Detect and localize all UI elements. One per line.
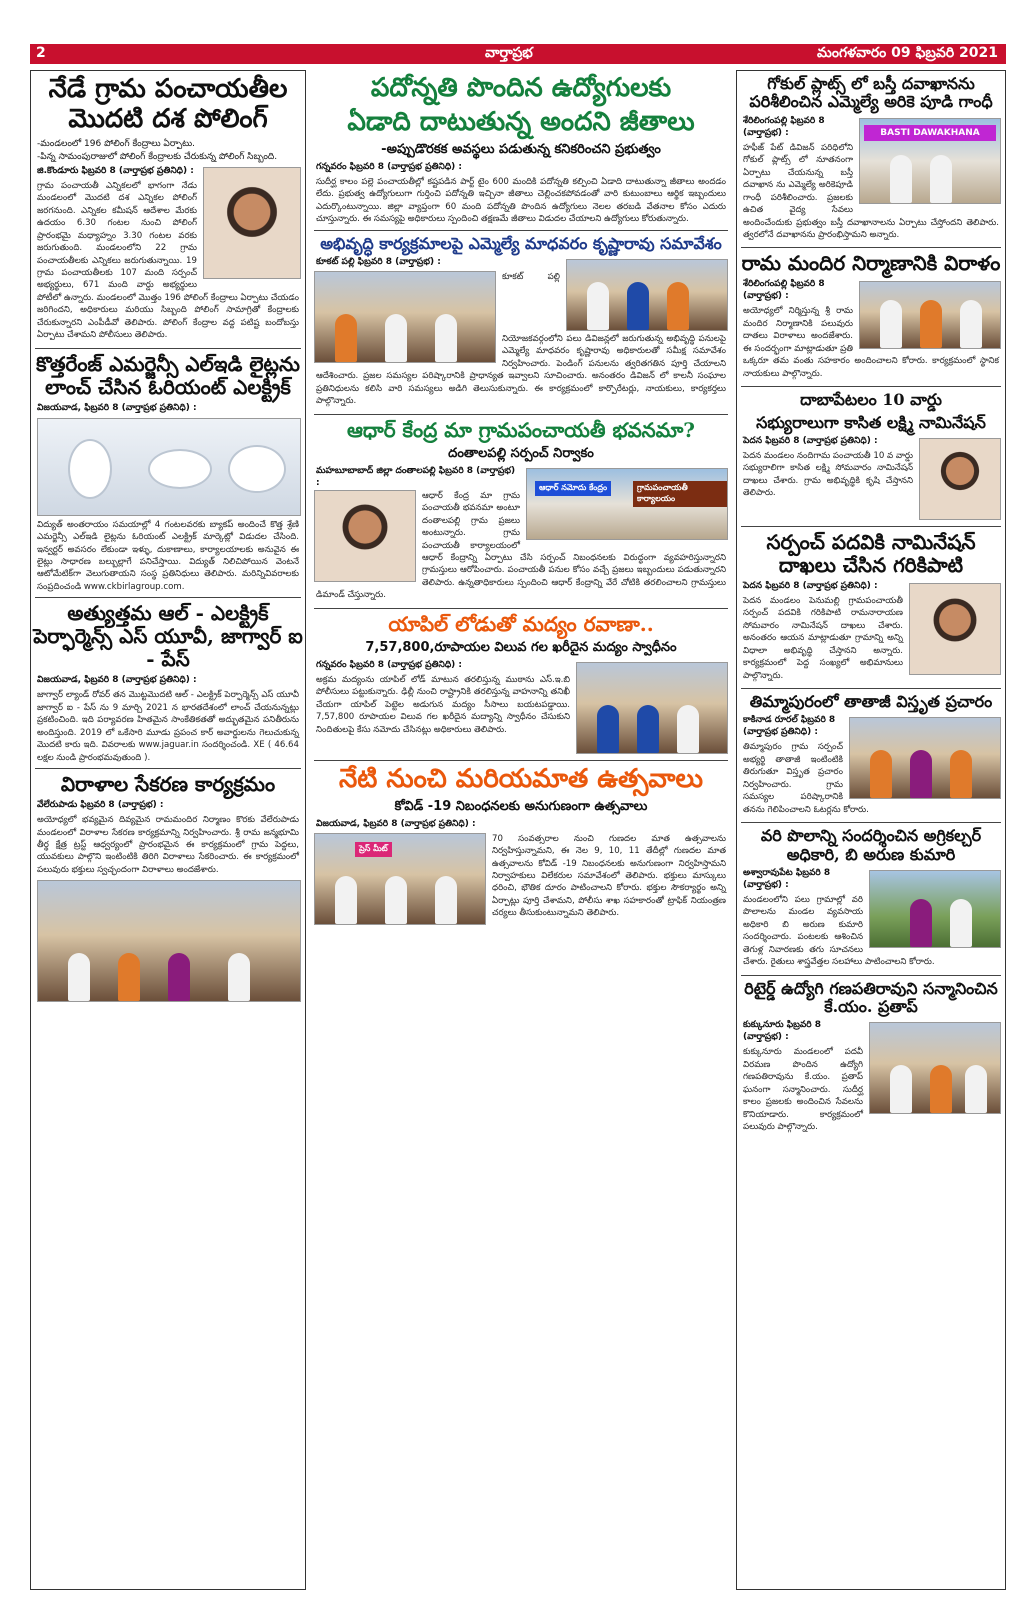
headline: యాపిల్ లోడుతో మద్యం రవాణా.. bbox=[388, 611, 654, 636]
headline: ఆధార్ కేంద్ర మా గ్రామపంచాయతీ భవనమా? bbox=[346, 417, 696, 442]
issue-date: మంగళవారం 09 ఫిబ్రవరి 2021 bbox=[817, 45, 998, 61]
person-figure bbox=[587, 282, 609, 330]
dateline: అశ్వారావుపేట ఫిబ్రవరి 8 (వార్తాప్రభ) : bbox=[743, 867, 831, 890]
person-figure bbox=[910, 899, 932, 947]
article-aadhaar bbox=[310, 419, 732, 604]
article-body: జాగ్వార్ ల్యాండ్ రోవర్ తన మొట్టమొదటి ఆల్ - ఎలక్ట్రిక్ పెర్ఫార్మెన్స్ ఎస్ యూవీ జాగ్వార్ ఐ - పేస్ ను 9 మార్చి 2021 న భారతదేశంలో లాంచ్ చేయనున్నట్లు ప్రకటించింది. ఇది పర్యావరణ హితమైన సాంకేతికతతో అద్భుతమైన పనితీరును అందిస్తుంది. 2019 లో ఒకేసారి మూడు ప్రపంచ కార్ అవార్డులను గెలుచుకున్న మొదటి కారు ఇది. వివరాలకు www.jaguar.in సందర్శించండి. XE ( 46.64 లక్షల నుండి ప్రారంభమవుతుంది ). bbox=[37, 690, 299, 763]
person-figure bbox=[118, 953, 140, 1001]
article-campaign bbox=[737, 693, 1005, 818]
dateline: విజయవాడ, ఫిబ్రవరి 8 (వార్తాప్రభ ప్రతినిధి) : bbox=[316, 818, 476, 829]
dateline: కూకట్ పల్లి ఫిబ్రవరి 8 (వార్తాప్రభ) : bbox=[316, 256, 441, 267]
person-figure bbox=[335, 876, 357, 924]
led-lights-photo bbox=[37, 418, 301, 516]
subheadline: -అప్పుడొరకక అవస్థలు పడుతున్న కనికరించని ప్రభుత్వం bbox=[381, 141, 661, 157]
bullet: -మండలంలో 196 పోలింగ్ కేంద్రాలు ఏర్పాటు. bbox=[37, 138, 196, 149]
campaign-photo bbox=[849, 717, 1001, 799]
headline: అత్యుత్తమ ఆల్ - ఎలక్ట్రిక్ పెర్ఫార్మెన్స్ ఎస్ యూవీ, జాగ్వార్ ఐ - పేస్ bbox=[33, 601, 303, 672]
article-basti-dawakhana bbox=[737, 75, 1005, 243]
headline: సభ్యురాలుగా కాసిత లక్ష్మి నామినేషన్ bbox=[756, 412, 986, 432]
headline: గోకుల్ ప్లాట్స్ లో బస్తీ దవాఖానను పరిశీలించిన ఎమ్మెల్యే అరికె పూడి గాంధీ bbox=[749, 74, 993, 112]
seizure-photo bbox=[576, 662, 728, 754]
headline: నేటి నుంచి మరియమాత ఉత్సవాలు bbox=[339, 763, 703, 794]
headline: కొత్తరేంజ్ ఎమర్జెన్సీ ఎల్ఇడి లైట్లను లాంచ్ చేసిన ఓరియంట్ ఎలక్ట్రిక్ bbox=[36, 351, 300, 399]
person-figure bbox=[435, 876, 457, 924]
sarpanch-photo bbox=[314, 490, 416, 582]
person-figure bbox=[910, 750, 932, 798]
person-figure bbox=[920, 300, 942, 348]
person-figure bbox=[597, 705, 619, 753]
clinic-photo bbox=[859, 118, 1001, 204]
dateline: కాకినాడ రూరల్ ఫిబ్రవరి 8 (వార్తాప్రభ ప్రతినిధి) : bbox=[743, 715, 836, 738]
person-figure bbox=[677, 705, 699, 753]
headline: పదోన్నతి పొందిన ఉద్యోగులకు bbox=[370, 73, 672, 103]
person-figure bbox=[667, 282, 689, 330]
middle-column bbox=[310, 70, 732, 1590]
article-salaries bbox=[310, 74, 732, 226]
article-donations bbox=[31, 773, 305, 1002]
dateline: విజయవాడ, ఫిబ్రవరి 8 (వార్తాప్రభ ప్రతినిధి) : bbox=[37, 675, 197, 686]
person-figure bbox=[950, 750, 972, 798]
person-figure bbox=[637, 705, 659, 753]
article-body: అక్రమ మద్యంను యాపిల్ లోడ్ మాటున తరలిస్తున్న ముఠాను ఎస్.ఇ.బి పోలీసులు పట్టుకున్నారు. ఢిల్లీ నుంచి రాష్ట్రానికి తరలిస్తున్న వాహనాన్ని తనిఖీ చేయగా యాపిల్ పెట్టెల అడుగున మద్యం సీసాలు బయటపడ్డాయి. 7,57,800 రూపాయల విలువ గల ఖరీదైన మద్యాన్ని స్వాధీనం చేసుకుని నిందితులపై కేసు నమోదు చేసినట్లు అధికారులు తెలిపారు. bbox=[316, 674, 570, 735]
person-figure bbox=[890, 155, 912, 203]
article-body: అయోధ్యలో భవ్యమైన దివ్యమైన రామమందిర నిర్మాణం కొరకు వేలేరుపాడు మండలంలో విరాళాల సేకరణ కార్యక్రమాన్ని నిర్వహించారు. శ్రీ రామ జన్మభూమి తీర్థ క్షేత్ర ట్రస్ట్ ఆధ్వర్యంలో ప్రారంభమైన ఈ కార్యక్రమంలో గ్రామ పెద్దలు, యువకులు పాల్గొని ఇంటింటికి తిరిగి విరాళాలు సేకరించారు. ఈ కార్యక్రమంలో పలువురు భక్తులు స్వచ్ఛందంగా విరాళాలు అందజేశారు. bbox=[37, 815, 299, 875]
meeting-photo bbox=[566, 259, 728, 331]
article-body: అయోధ్యలో నిర్మిస్తున్న శ్రీ రామ మందిర నిర్మాణానికి పలువురు దాతలు విరాళాలు అందజేశారు. ఈ సందర్భంగా మాట్లాడుతూ ప్రతి ఒక్కరూ తమ వంతు సహకారం అందించాలని కోరారు. కార్యక్రమంలో స్థానిక నాయకులు పాల్గొన్నారు. bbox=[743, 306, 999, 379]
person-figure bbox=[627, 282, 649, 330]
article-body: పెదన మండలం పెనుమల్లి గ్రామపంచాయతీ సర్పంచ్ పదవికి గరికిపాటి రామనారాయణ సోమవారం నామినేషన్ దాఖలు చేశారు. అనంతరం ఆయన మాట్లాడుతూ గ్రామాన్ని అన్ని విధాలా అభివృద్ధి చేస్తానని అన్నారు. కార్యక్రమంలో పెద్ద సంఖ్యలో అభిమానులు పాల్గొన్నారు. bbox=[743, 595, 903, 681]
headline: రామ మందిర నిర్మాణానికి విరాళం bbox=[741, 251, 1001, 276]
headline: విరాళాల సేకరణ కార్యక్రమం bbox=[60, 772, 276, 797]
dateline: గన్నవరం ఫిబ్రవరి 8 (వార్తాప్రభ ప్రతినిధి) : bbox=[316, 161, 463, 172]
page-number: 2 bbox=[36, 45, 46, 61]
page-header-bar bbox=[30, 44, 1006, 64]
person-figure bbox=[930, 1065, 952, 1113]
article-sarpanch-nomination bbox=[737, 531, 1005, 684]
headline: సర్పంచ్ పదవికి నామినేషన్ దాఖలు చేసిన గరికిపాటి bbox=[766, 529, 976, 577]
headline: ఏడాది దాటుతున్న అందని జీతాలు bbox=[347, 106, 695, 137]
clinic-sign: BASTI DAWAKHANA bbox=[864, 125, 996, 141]
article-body: విద్యుత్ అంతరాయం సమయాల్లో 4 గంటలవరకు బ్యాకప్ అందించే కొత్త శ్రేణి ఎమర్జెన్సీ ఎల్ఇడి లైట్లను ఓరియంట్ ఎలక్ట్రిక్ మార్కెట్లో విడుదల చేసింది. ఇన్వర్టర్ అవసరం లేకుండా ఇళ్ళు, దుకాణాలు, కార్యాలయాలకు అనువైన ఈ లైట్లు సాధారణ బల్బుల్లాగే పనిచేస్తాయి. విద్యుత్ నిలిచిపోయిన వెంటనే ఆటోమేటిక్‌గా వెలుగుతాయని సంస్థ ప్రతినిధులు తెలిపారు. మరిన్నివివరాలకు సంప్రదించండి www.ckbirlagroup.com. bbox=[37, 519, 299, 592]
panel-shape bbox=[228, 445, 286, 493]
headline: నేడే గ్రామ పంచాయతీల మొదటి దశ పోలింగ్ bbox=[48, 74, 288, 134]
article-body: 70 సంవత్సరాల నుంచి గుణదల మాత ఉత్సవాలను నిర్వహిస్తున్నామని, ఈ నెల 9, 10, 11 తేదీల్లో గుణదల మాత ఉత్సవాలను కోవిడ్ -19 నిబంధనలకు అనుగుణంగా నిర్వహిస్తామని నిర్వాహకులు విలేకరుల సమావేశంలో తెలిపారు. భక్తులు మాస్కులు ధరించి, భౌతిక దూరం పాటించాలని కోరారు. భక్తుల సౌకర్యార్థం అన్ని ఏర్పాట్లు పూర్తి చేశామని, పోలీసు శాఖ సహకారంతో ట్రాఫిక్ నియంత్రణ చర్యలు తీసుకుంటున్నామని తెలిపారు. bbox=[492, 833, 726, 919]
dateline: గన్నవరం ఫిబ్రవరి 8 (వార్తాప్రభ ప్రతినిధి) : bbox=[316, 659, 463, 670]
article-body: ఆధార్ కేంద్ర మా గ్రామ పంచాయతీ భవనమా అంటూ దంతాలపల్లి గ్రామ ప్రజలు అంటున్నారు. గ్రామ పంచాయతీ కార్యాలయంలో ఆధార్ కేంద్రాన్ని ఏర్పాటు చేసి సర్పంచ్ నిబంధనలకు విరుద్ధంగా వ్యవహరిస్తున్నారని గ్రామస్తులు ఆరోపించారు. పంచాయతీ పనుల కోసం వచ్చే ప్రజలు ఇబ్బందులు పడుతున్నారని తెలిపారు. ఉన్నతాధికారులు స్పందించి ఆధార్ కేంద్రాన్ని వేరే చోటికి తరలించాలని గ్రామస్తులు డిమాండ్ చేస్తున్నారు. bbox=[316, 490, 726, 601]
article-body: మండలంలోని పలు గ్రామాల్లో వరి పొలాలను మండల వ్యవసాయ అధికారి బి అరుణ కుమారి సందర్శించారు. పంటలకు ఆశించిన తెగుళ్ల నివారణకు తగు సూచనలు చేశారు. రైతులు శాస్త్రవేత్తల సలహాలు పాటించాలని కోరారు. bbox=[743, 894, 935, 968]
article-polling bbox=[31, 75, 305, 344]
aadhaar-sign: ఆధార్ నమోదు కేంద్రం bbox=[535, 481, 611, 496]
panchayat-building-photo bbox=[526, 468, 728, 540]
bulb-shape bbox=[68, 439, 112, 499]
donation-photo bbox=[859, 281, 1001, 349]
person-figure bbox=[870, 750, 892, 798]
person-figure bbox=[435, 314, 457, 362]
candidate-photo bbox=[909, 583, 1001, 675]
article-ward-nomination bbox=[737, 391, 1005, 522]
dateline: శేరిలింగంపల్లి ఫిబ్రవరి 8 (వార్తాప్రభ) : bbox=[743, 115, 825, 138]
article-body: కుక్కునూరు మండలంలో పదవీ విరమణ పొందిన ఉద్యోగి గణపతిరావును కే.యం. ప్రతాప్ ఘనంగా సన్మానించారు. సుదీర్ఘ కాలం ప్రజలకు అందించిన సేవలను కొనియాడారు. కార్యక్రమంలో పలువురు పాల్గొన్నారు. bbox=[743, 1047, 863, 1133]
event-photo bbox=[314, 271, 496, 363]
headline: వరి పొలాన్ని సందర్శించిన అగ్రికల్చర్ అధికారి, బి అరుణ కుమారి bbox=[760, 826, 982, 864]
article-development-meeting bbox=[310, 235, 732, 410]
dateline: పెదన ఫిబ్రవరి 8 (వార్తాప్రభ ప్రతినిధి) : bbox=[743, 580, 878, 591]
article-led-lights bbox=[31, 353, 305, 594]
person-figure bbox=[385, 314, 407, 362]
donation-photo bbox=[37, 880, 301, 1002]
dateline: కుక్కునూరు ఫిబ్రవరి 8 (వార్తాప్రభ) : bbox=[743, 1020, 822, 1043]
dateline: జి.కొండూరు ఫిబ్రవరి 8 (వార్తాప్రభ ప్రతినిధి) : bbox=[37, 165, 194, 176]
panel-shape bbox=[148, 449, 212, 489]
dateline: పెదన ఫిబ్రవరి 8 (వార్తాప్రభ ప్రతినిధి) : bbox=[743, 435, 878, 446]
article-agriculture-officer bbox=[737, 827, 1005, 971]
dateline: వేలేరుపాడు ఫిబ్రవరి 8 (వార్తాప్రభ) : bbox=[37, 800, 164, 811]
dateline: విజయవాడ, ఫిబ్రవరి 8 (వార్తాప్రభ ప్రతినిధి) : bbox=[37, 402, 197, 413]
article-body: పెదన మండలం నందిగామ పంచాయతీ 10 వ వార్డు సభ్యురాలిగా కాసిత లక్ష్మి సోమవారం నామినేషన్ దాఖలు చేశారు. గ్రామ అభివృద్ధికి కృషి చేస్తానని తెలిపారు. bbox=[743, 450, 913, 499]
person-figure bbox=[880, 300, 902, 348]
candidate-photo bbox=[919, 438, 1001, 520]
article-liquor-seizure bbox=[310, 613, 732, 756]
article-jaguar bbox=[31, 602, 305, 764]
article-body: గ్రామ పంచాయతీ ఎన్నికలలో భాగంగా నేడు మండలంలో మొదటి దశ ఎన్నికల పోలింగ్ జరగనుంది. ఎన్నికల కమీషన్ ఆదేశాల మేరకు ఉదయం 6.30 గంటల నుంచి పోలింగ్ ప్రారంభమై మధ్యాహ్నం 3.30 గంటల వరకు జరుగుతుంది. మండలంలోని 22 గ్రామ పంచాయతీలకు ఎన్నికలు జరుగుతున్నాయి. 19 గ్రామ పంచాయతీలకు 107 మంది సర్పంచ్ అభ్యర్థులు, 671 మంది వార్డు అభ్యర్థులు పోటీలో ఉన్నారు. మండలంలో మొత్తం 196 పోలింగ్ కేంద్రాలు ఏర్పాటు చేయడం జరిగిందని, అధికారులు మరియు సిబ్బంది పోలింగ్ సామాగ్రితో కేంద్రాలకు చేరుకున్నారని ఎంపీడీవో తెలిపారు. పోలింగ్ కేంద్రాల వద్ద పటిష్ట బందోబస్తు ఏర్పాటు చేశామని పోలీసులు తెలిపారు. bbox=[37, 180, 299, 341]
article-ram-mandir-donation bbox=[737, 252, 1005, 382]
press-meet-banner: ప్రెస్ మీట్ bbox=[355, 842, 392, 857]
person-figure bbox=[965, 1065, 987, 1113]
dateline: మహబూబాబాద్ జిల్లా దంతాలపల్లి ఫిబ్రవరి 8 (వార్తాప్రభ) : bbox=[316, 465, 516, 488]
bullet: -పిన్న సామంపురాజులో పోలింగ్ కేంద్రాలకు చేరుకున్న పోలింగ్ సిబ్బంది. bbox=[37, 151, 278, 162]
headline: అభివృద్ధి కార్యక్రమాలపై ఎమ్మెల్యే మాధవరం కృష్ణారావు సమావేశం bbox=[320, 233, 722, 253]
person-figure bbox=[930, 155, 952, 203]
subheadline: కోవిడ్ -19 నిబంధనలకు అనుగుణంగా ఉత్సవాలు bbox=[394, 798, 648, 814]
felicitation-photo bbox=[869, 1022, 1001, 1114]
subheadline: 7,57,800,రూపాయల విలువ గల ఖరీదైన మద్యం స్వాధీనం bbox=[365, 639, 677, 655]
right-column bbox=[736, 70, 1006, 1590]
panchayat-sign: గ్రామపంచాయతీ కార్యాలయం bbox=[633, 481, 727, 507]
paper-name: వార్తాప్రభ bbox=[485, 45, 533, 61]
person-figure bbox=[890, 1065, 912, 1113]
person-figure bbox=[385, 876, 407, 924]
person-figure bbox=[228, 953, 250, 1001]
press-meet-photo bbox=[314, 833, 486, 925]
article-body: తిమ్మాపురం గ్రామ సర్పంచ్ అభ్యర్థి తాతాజీ ఇంటింటికి తిరుగుతూ విస్తృత ప్రచారం నిర్వహించారు. గ్రామ సమస్యల పరిష్కారానికి తనను గెలిపించాలని ఓటర్లను కోరారు. bbox=[743, 742, 869, 815]
official-photo bbox=[203, 167, 301, 279]
subheadline: దంతాలపల్లి సర్పంచ్ నిర్వాకం bbox=[448, 445, 594, 461]
person-figure bbox=[950, 899, 972, 947]
dateline: శేరిలింగంపల్లి ఫిబ్రవరి 8 (వార్తాప్రభ) : bbox=[743, 279, 825, 302]
article-mary-festival bbox=[310, 765, 732, 927]
person-figure bbox=[335, 314, 357, 362]
person-figure bbox=[168, 953, 190, 1001]
paddy-field-photo bbox=[869, 870, 1001, 948]
person-figure bbox=[960, 300, 982, 348]
headline: తిమ్మాపురంలో తాతాజీ విస్తృత ప్రచారం bbox=[749, 692, 993, 712]
person-figure bbox=[68, 953, 90, 1001]
left-column bbox=[30, 70, 306, 1590]
article-body: కూకట్ పల్లి నియోజకవర్గంలోని పలు డివిజన్లలో జరుగుతున్న అభివృద్ధి పనులపై ఎమ్మెల్యే మాధవరం కృష్ణారావు అధికారులతో సమీక్ష సమావేశం నిర్వహించారు. పెండింగ్ పనులను త్వరితగతిన పూర్తి చేయాలని ఆదేశించారు. ప్రజల సమస్యల పరిష్కారానికి ప్రాధాన్యత ఇవ్వాలని సూచించారు. అనంతరం డివిజన్ లో కాలనీ సంఘాల ప్రతినిధులను కలిసి వారి సమస్యలు అడిగి తెలుసుకున్నారు. ఈ కార్యక్రమంలో కార్పొరేటర్లు, నాయకులు, కార్యకర్తలు పాల్గొన్నారు. bbox=[316, 271, 726, 407]
headline: దాబాపేటలం 10 వార్డు bbox=[800, 390, 942, 410]
article-body: సుదీర్ఘ కాలం పల్లె పంచాయతీల్లో కష్టపడిన పార్ట్ టైం 600 మందికి పదోన్నతి కల్పించి ఏడాది దాటుతున్నా జీతాలు అందడం లేదు. ప్రభుత్వ ఉద్యోగులుగా గుర్తించి పదోన్నతి ఇచ్చినా జీతాలు చెల్లించకపోవడంతో వారి కుటుంబాలు ఆర్థిక ఇబ్బందులు ఎదుర్కొంటున్నాయి. జిల్లా వ్యాప్తంగా 60 మంది పదోన్నతి పొందిన ఉద్యోగులు నెలల తరబడి వేతనాల కోసం ఎదురు చూస్తున్నారు. ఈ సమస్యపై అధికారులు స్పందించి తక్షణమే జీతాలు విడుదల చేయాలని ఉద్యోగులు కోరుతున్నారు. bbox=[316, 176, 726, 225]
headline: రిటైర్డ్ ఉద్యోగి గణపతిరావుని సన్మానించిన కే.యం. ప్రతాప్ bbox=[744, 978, 998, 1017]
article-body: హఫీజ్ పేట్ డివిజన్ పరిధిలోని గోకుల్ ప్లాట్స్ లో నూతనంగా ఏర్పాటు చేయనున్న బస్తీ దవాఖాన ను ఎమ్మెల్యే అరికెపూడి గాంధీ పరిశీలించారు. ప్రజలకు ఉచిత వైద్య సేవలు అందించేందుకు ప్రభుత్వం బస్తీ దవాఖానాలను ఏర్పాటు చేస్తోందని తెలిపారు. త్వరలోనే దవాఖానను ప్రారంభిస్తామని అన్నారు. bbox=[743, 142, 999, 240]
article-retired-employee bbox=[737, 980, 1005, 1136]
